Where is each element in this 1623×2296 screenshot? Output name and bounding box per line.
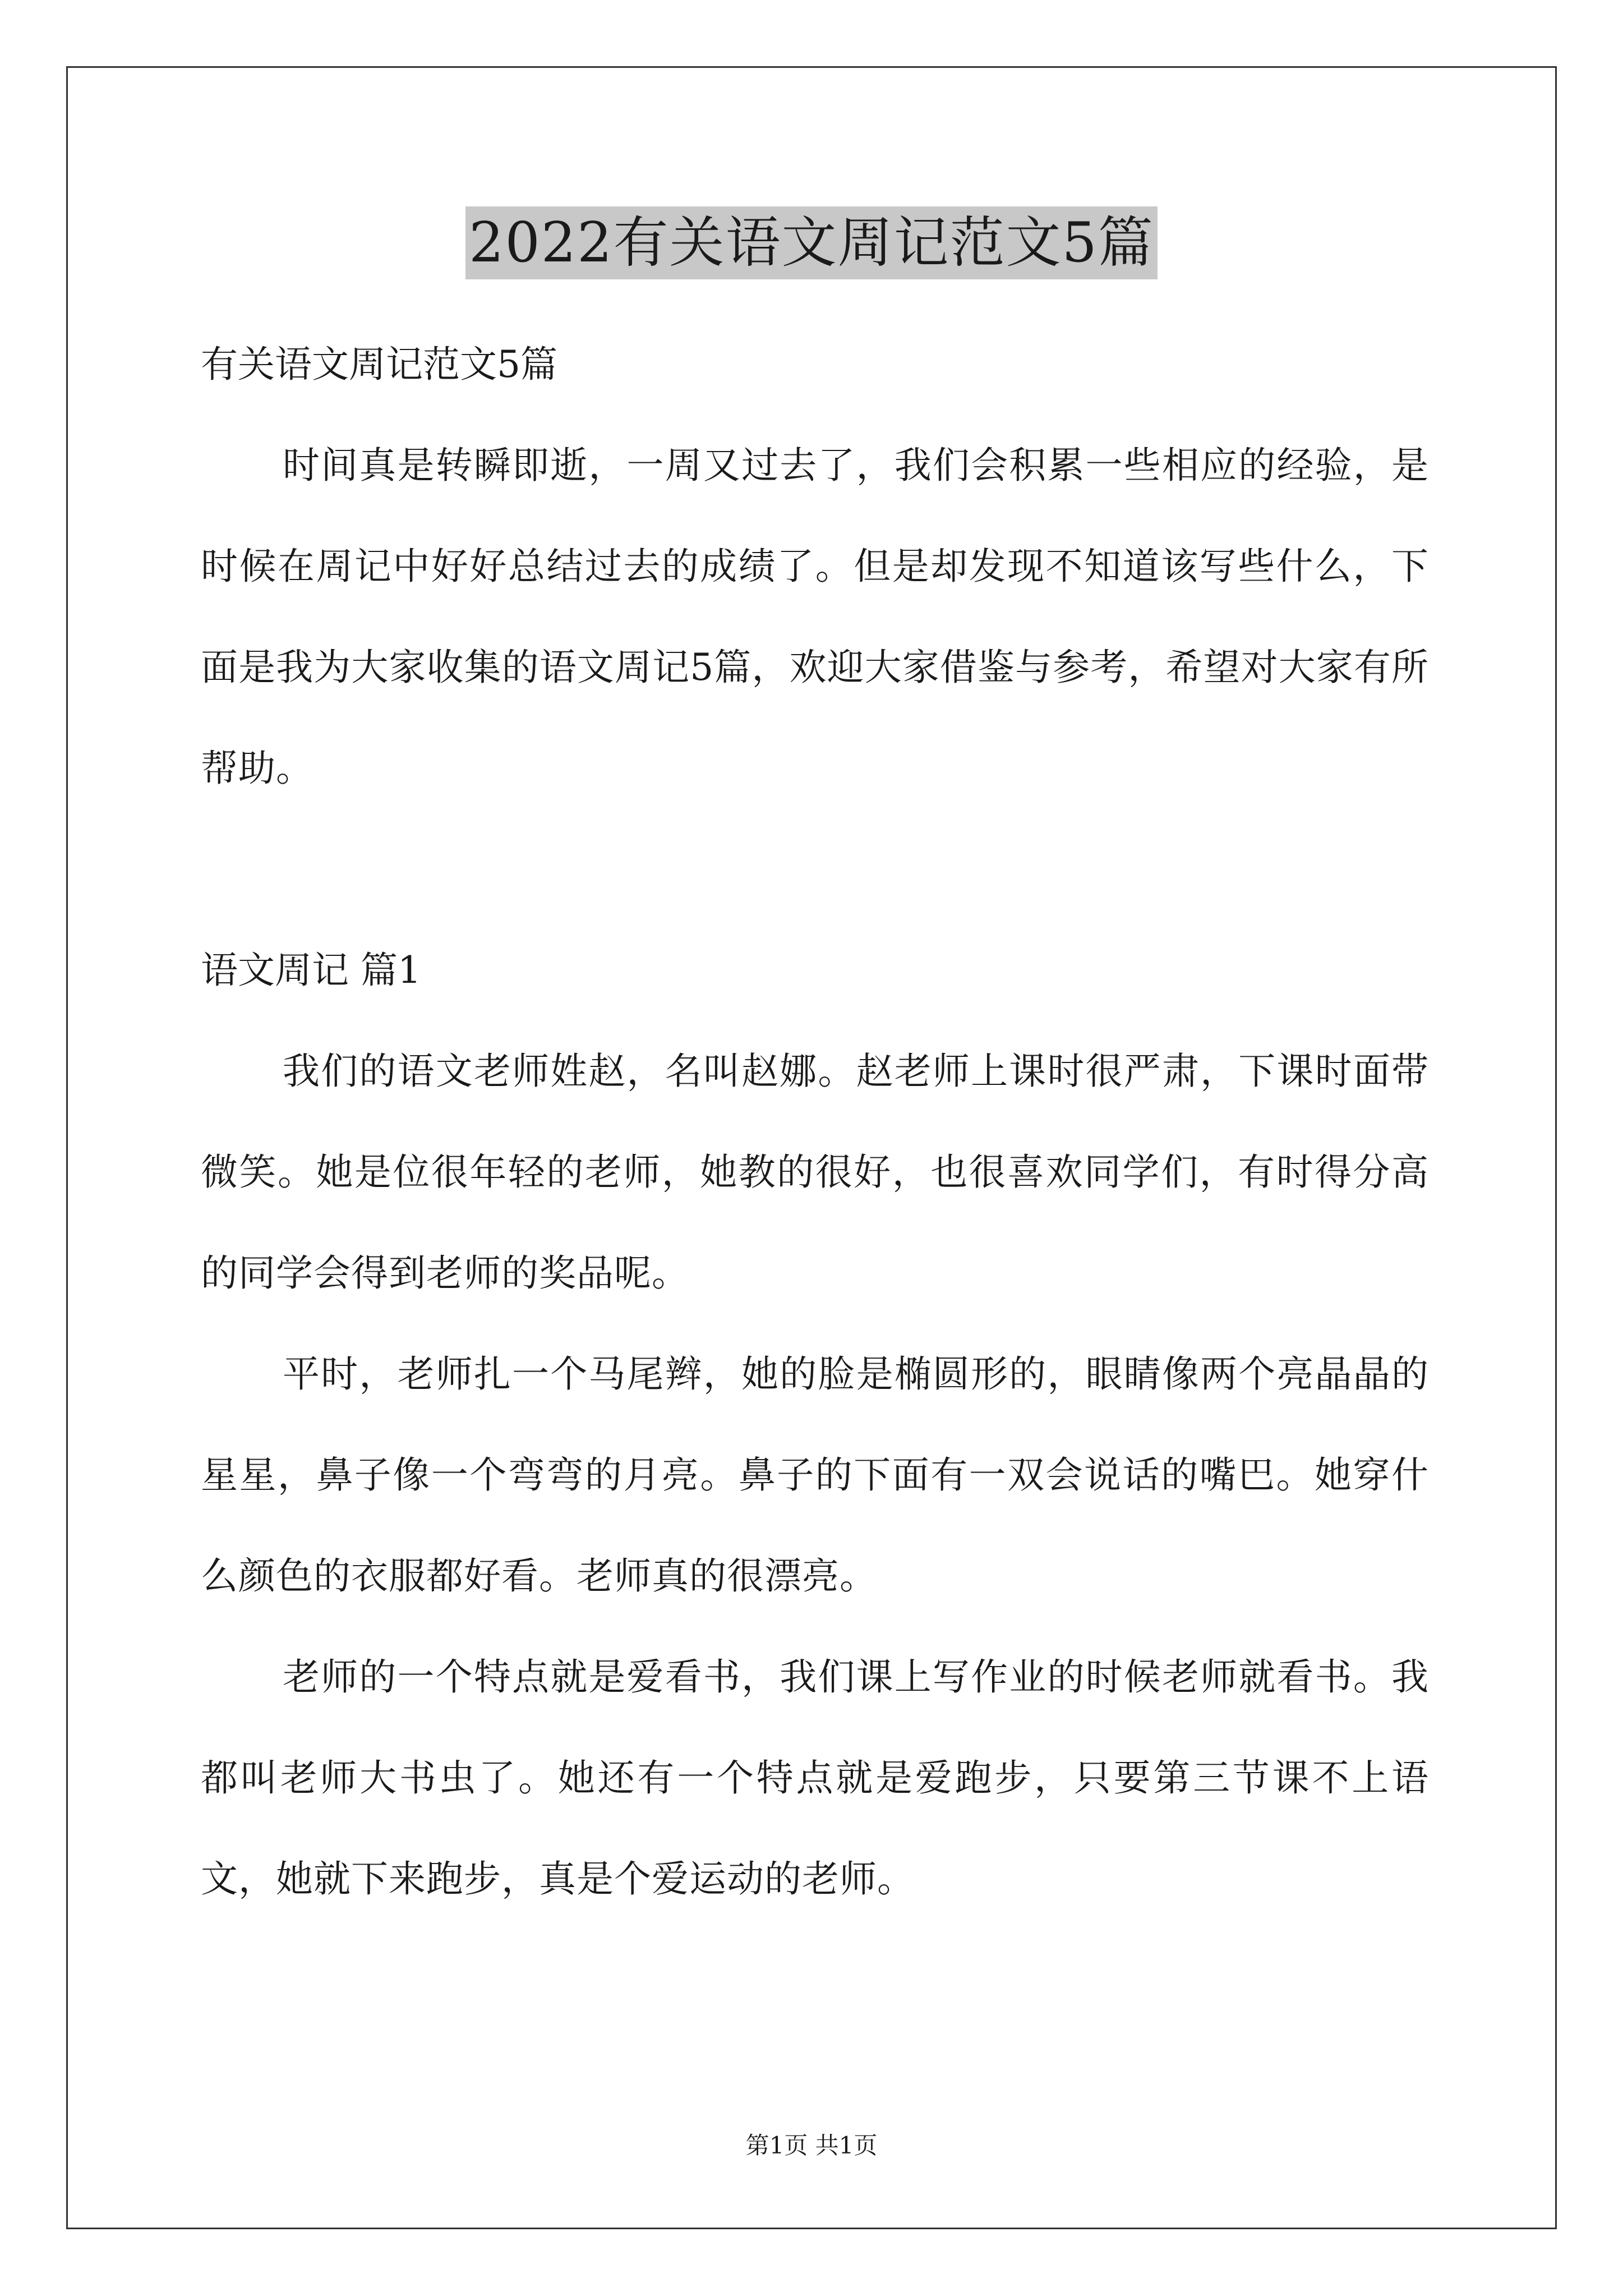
section-heading: 语文周记 篇1 (201, 949, 421, 992)
body-paragraph: 我们的语文老师姓赵，名叫赵娜。赵老师上课时很严肃，下课时面带微笑。她是位很年轻的老师，她教的很好，也很喜欢同学们，有时得分高的同学会得到老师的奖品呢。 (201, 1050, 1429, 1295)
title-wrap (0, 206, 1623, 279)
document-body (201, 314, 1429, 1930)
body-paragraph: 老师的一个特点就是爱看书，我们课上写作业的时候老师就看书。我都叫老师大书虫了。她还有一个特点就是爱跑步，只要第三节课不上语文，她就下来跑步，真是个爱运动的老师。 (201, 1655, 1429, 1901)
intro-paragraph: 时间真是转瞬即逝，一周又过去了，我们会积累一些相应的经验，是时候在周记中好好总结过去的成绩了。但是却发现不知道该写些什么，下面是我为大家收集的语文周记5篇，欢迎大家借鉴与参考，希望对大家有所帮助。 (201, 444, 1429, 790)
body-paragraph: 平时，老师扎一个马尾辫，她的脸是椭圆形的，眼睛像两个亮晶晶的星星，鼻子像一个弯弯的月亮。鼻子的下面有一双会说话的嘴巴。她穿什么颜色的衣服都好看。老师真的很漂亮。 (201, 1352, 1429, 1598)
page-footer: 第1页 共1页 (745, 2132, 878, 2159)
document-title: 2022有关语文周记范文5篇 (465, 206, 1158, 279)
section-spacer (201, 819, 1429, 920)
document-subtitle: 有关语文周记范文5篇 (201, 343, 557, 386)
